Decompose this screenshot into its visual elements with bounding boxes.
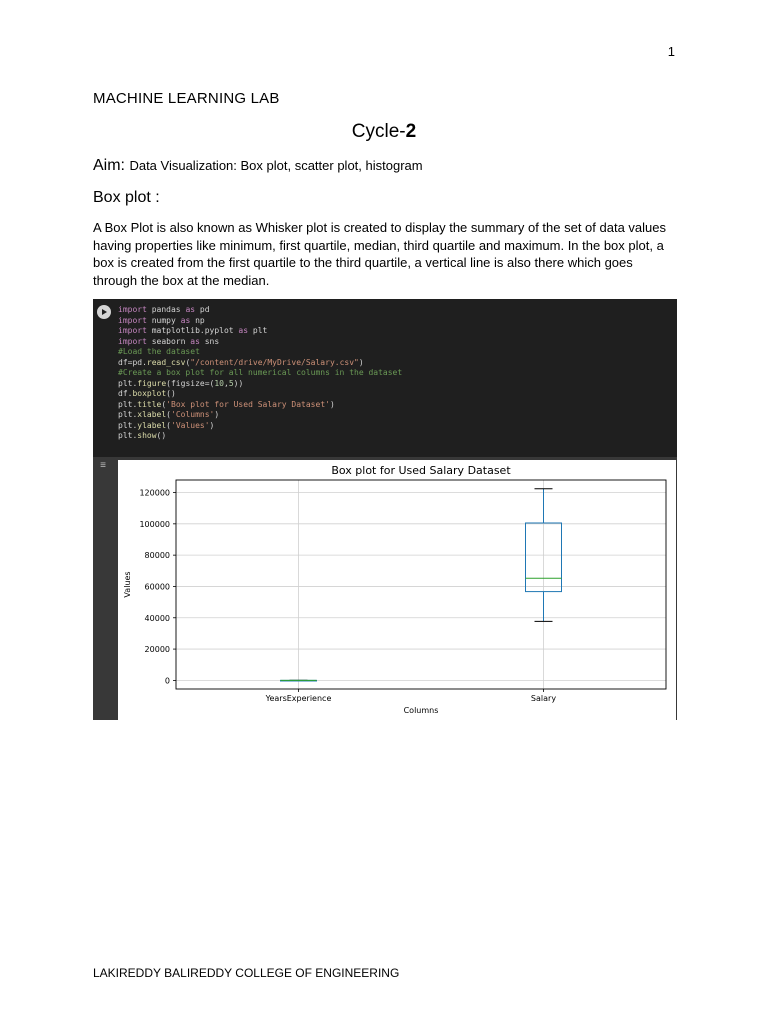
cycle-number: 2 <box>405 121 417 142</box>
intro-paragraph: A Box Plot is also known as Whisker plot is created to display the summary of the set of data values having properties like minimum, first quartile, median, third quartile and maximum. In the box plot, a box is created from the first quartile to the third quartile, a vertical line is also there which goes through the box at the median. <box>93 220 666 288</box>
aim-label: Aim: <box>93 157 125 174</box>
code-line: #Create a box plot for all numerical columns in the dataset <box>118 368 403 377</box>
y-tick-label: 60000 <box>144 582 170 592</box>
x-axis-label: Columns <box>403 706 439 715</box>
code-line: plt.title('Box plot for Used Salary Dataset') <box>118 399 335 409</box>
code-line: import matplotlib.pyplot as plt <box>118 326 268 335</box>
y-axis-label: Values <box>123 571 132 598</box>
output-settings-icon[interactable]: ≡ <box>100 460 106 471</box>
output-cell <box>93 457 677 720</box>
code-line: plt.xlabel('Columns') <box>118 410 220 419</box>
y-tick-label: 100000 <box>139 519 170 529</box>
code-line: #Load the dataset <box>118 347 200 356</box>
plot-area <box>118 460 676 720</box>
code-cell[interactable] <box>93 299 677 457</box>
play-circle-icon[interactable] <box>97 305 111 319</box>
y-tick-label: 120000 <box>139 488 170 498</box>
aim-line <box>93 157 423 175</box>
code-line: df.boxplot() <box>118 389 176 398</box>
y-tick-label: 40000 <box>144 613 170 623</box>
code-line: plt.figure(figsize=(10,5)) <box>118 378 244 388</box>
code-line: df=pd.read_csv("/content/drive/MyDrive/Salary.csv") <box>118 357 364 367</box>
section-heading: Box plot : <box>93 189 160 206</box>
code-line: plt.show() <box>118 431 167 440</box>
code-line: import numpy as np <box>118 315 205 325</box>
page-number: 1 <box>667 44 675 59</box>
chart-title: Box plot for Used Salary Dataset <box>331 464 511 477</box>
x-tick-label: YearsExperience <box>265 694 332 703</box>
y-tick-label: 20000 <box>144 645 170 655</box>
code-line: import pandas as pd <box>118 305 210 314</box>
aim-text: Data Visualization: Box plot, scatter plot, histogram <box>129 158 423 173</box>
lab-title: MACHINE LEARNING LAB <box>93 90 280 107</box>
code-block[interactable] <box>118 305 402 442</box>
cycle-title <box>0 121 768 143</box>
cycle-prefix: Cycle- <box>351 121 406 142</box>
box-plot-chart <box>118 460 676 720</box>
footer: LAKIREDDY BALIREDDY COLLEGE OF ENGINEERING <box>93 966 400 980</box>
axes-frame <box>176 480 666 689</box>
y-tick-label: 0 <box>164 676 170 686</box>
code-line: import seaborn as sns <box>118 336 220 346</box>
x-tick-label: Salary <box>530 694 557 703</box>
y-tick-label: 80000 <box>144 551 170 561</box>
code-line: plt.ylabel('Values') <box>118 420 215 430</box>
